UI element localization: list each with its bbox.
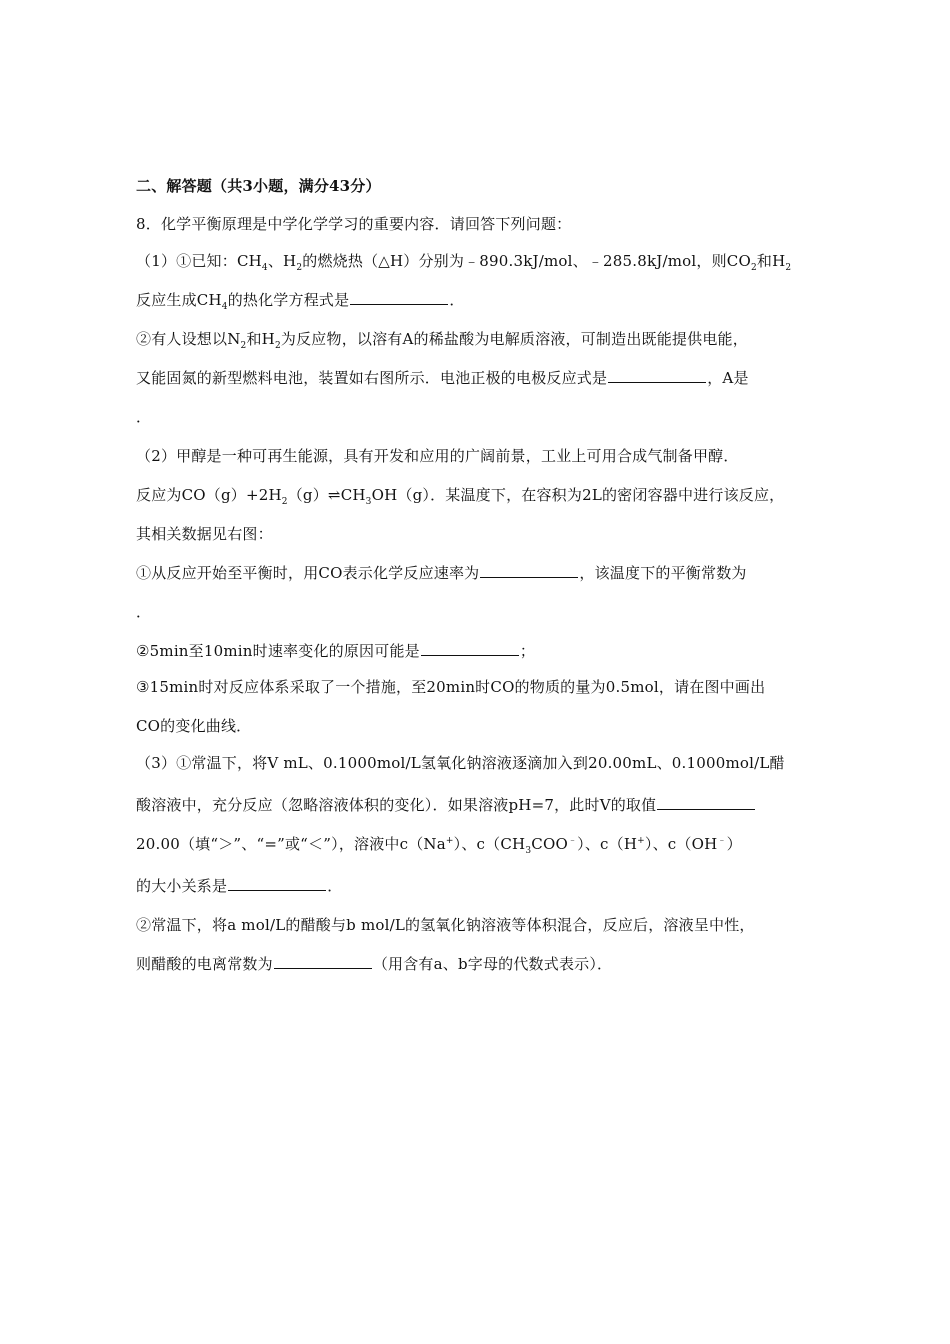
superscript: + [445,836,454,846]
part-1-2-line-2 [136,368,749,388]
part-2-2 [136,641,535,661]
subscript: 3 [365,497,372,507]
part-1-line-2 [136,290,465,310]
part-2-1-line-2: ． [136,603,152,621]
subscript: 2 [281,497,288,507]
subscript: 3 [525,846,532,856]
text: （用含有a、b字母的代数式表示）． [372,955,613,973]
text: 的大小关系是 [136,877,228,895]
text: （g）⇌CH [287,486,366,504]
part-3-line-4 [136,876,342,896]
section-title: 二、解答题（共3小题，满分43分） [136,177,381,195]
part-1-line-1 [136,251,791,271]
text: 又能固氮的新型燃料电池，装置如右图所示．电池正极的电极反应式是 [136,369,608,387]
superscript: + [637,836,645,846]
text: 、H [267,252,297,270]
text: ． [449,291,465,309]
answer-blank[interactable] [421,641,519,656]
part-3-2-line-2 [136,954,612,974]
subscript: 2 [274,341,281,351]
text: ）、c（CH [453,835,526,853]
text: OH（g）．某温度下，在容积为2L的密闭容器中进行该反应， [371,486,785,504]
part-2-line-1: （2）甲醇是一种可再生能源，具有开发和应用的广阔前景，工业上可用合成气制备甲醇． [136,447,739,465]
text: 为反应物，以溶有A的稀盐酸为电解质溶液，可制造出既能提供电能， [280,330,748,348]
text: ，A是 [707,369,749,387]
text: ； [519,642,536,660]
subscript: 2 [750,263,757,273]
answer-blank[interactable] [480,563,578,578]
text: ②5min至10min时速率变化的原因可能是 [136,642,420,660]
text: ②有人设想以N [136,330,241,348]
answer-blank[interactable] [657,795,755,810]
text: 则醋酸的电离常数为 [136,955,273,973]
text: 的燃烧热（△H）分别为﹣890.3kJ/mol、﹣285.8kJ/mol，则CO [302,252,751,270]
part-3-line-2 [136,795,756,815]
part-2-3-line-2: CO的变化曲线． [136,717,252,735]
part-3-line-1: （3）①常温下，将V mL、0.1000mol/L氢氧化钠溶液逐滴加入到20.00mL、0.1000mol/L醋 [136,754,785,772]
text: 和H [756,252,786,270]
answer-blank[interactable] [350,290,448,305]
superscript: ﹣ [567,836,578,846]
part-2-3-line-1: ③15min时对反应体系采取了一个措施，至20min时CO的物质的量为0.5mol，请在图中画出 [136,678,766,696]
text: （1）①已知：CH [136,252,262,270]
text: 反应为CO（g）+2H [136,486,282,504]
subscript: 4 [261,263,268,273]
text: ①从反应开始至平衡时，用CO表示化学反应速率为 [136,564,480,582]
text: 和H [246,330,275,348]
subscript: 2 [240,341,247,351]
part-2-line-2 [136,485,784,505]
text: 的热化学方程式是 [227,291,350,309]
part-1-2-line-3: ． [136,408,152,426]
subscript: 4 [221,302,228,312]
text: ，该温度下的平衡常数为 [579,564,747,582]
text: 反应生成CH [136,291,222,309]
text: ）、c（OH [644,835,718,853]
superscript: ﹣ [717,836,727,846]
part-1-2-line-1 [136,329,748,349]
text: 20.00（填“＞”、“=”或“＜”），溶液中c（Na [136,835,446,853]
text: ． [327,877,343,895]
text: 酸溶液中，充分反应（忽略溶液体积的变化）．如果溶液pH=7，此时V的取值 [136,796,657,814]
text: ）、c（H [577,835,638,853]
part-3-line-3 [136,834,742,854]
subscript: 2 [785,263,792,273]
answer-blank[interactable] [608,368,706,383]
subscript: 2 [296,263,303,273]
answer-blank[interactable] [228,876,326,891]
answer-blank[interactable] [274,954,372,969]
part-2-1-line-1 [136,563,747,583]
part-2-line-3: 其相关数据见右图： [136,525,273,543]
text: ） [726,835,742,853]
text: COO [531,835,568,853]
part-3-2-line-1: ②常温下，将a mol/L的醋酸与b mol/L的氢氧化钠溶液等体积混合，反应后，溶液呈中性， [136,916,755,934]
question-8-intro: 8．化学平衡原理是中学化学学习的重要内容．请回答下列问题： [136,215,572,233]
